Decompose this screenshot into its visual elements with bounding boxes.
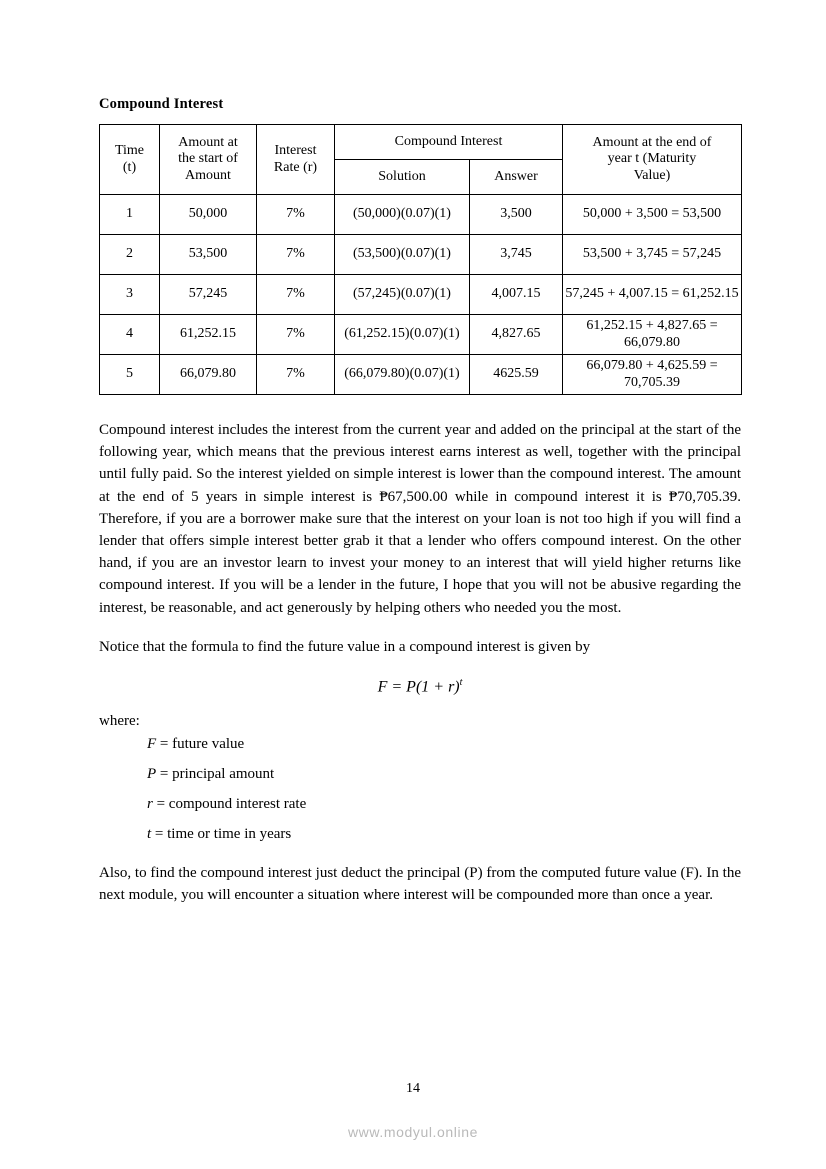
header-rate-line1: Interest [274,142,317,158]
cell-time: 5 [100,355,160,395]
definition-item [147,760,741,790]
definition-text: = principal amount [156,766,275,783]
cell-answer: 4,827.65 [470,315,563,355]
header-time-line1: Time [114,142,145,158]
cell-rate: 7% [257,235,335,275]
header-time [100,125,160,195]
header-rate-line2: Rate (r) [273,159,318,175]
header-compound-interest: Compound Interest [335,125,563,160]
cell-rate: 7% [257,315,335,355]
table-row [100,355,742,395]
page-number: 14 [406,1081,420,1096]
cell-rate: 7% [257,195,335,235]
table-row [100,235,742,275]
future-value-formula [99,675,741,696]
definition-symbol: t [147,825,152,842]
cell-amount-start: 53,500 [160,235,257,275]
header-maturity-line2: year t (Maturity [607,151,697,167]
cell-maturity: 57,245 + 4,007.15 = 61,252.15 [563,275,742,315]
cell-solution: (66,079.80)(0.07)(1) [335,355,470,395]
header-amount-line2: the start of [178,151,238,167]
formula-text: F = P(1 + r) [377,678,460,696]
definition-item [147,730,741,760]
header-maturity-value [563,125,742,195]
definition-text: = future value [156,736,245,753]
table-header [100,125,742,195]
header-answer: Answer [470,160,563,195]
table-row [100,315,742,355]
cell-solution: (50,000)(0.07)(1) [335,195,470,235]
paragraph-formula-intro: Notice that the formula to find the future value in a compound interest is given by [99,638,591,655]
cell-maturity: 50,000 + 3,500 = 53,500 [563,195,742,235]
cell-solution: (61,252.15)(0.07)(1) [335,315,470,355]
header-amount-start: Amount at the start of Amount [160,125,257,195]
header-time-line2: (t) [122,159,137,175]
header-maturity-line1: Amount at the end of [592,134,712,150]
table-body [100,195,742,395]
cell-solution: (53,500)(0.07)(1) [335,235,470,275]
cell-rate: 7% [257,275,335,315]
paragraph-closing: Also, to find the compound interest just deduct the principal (P) from the computed future value (F). In the next module, you will encounter a situation where interest will be compounded more than once a year. [99,865,741,904]
definition-symbol: P [147,766,157,783]
table-row [100,195,742,235]
cell-time: 3 [100,275,160,315]
cell-time: 2 [100,235,160,275]
page-content [99,96,741,907]
table-header-row-1 [100,125,742,160]
section-title: Compound Interest [99,96,224,112]
definition-symbol: F [147,736,157,753]
header-amount-line1: Amount at [178,134,238,150]
cell-maturity: 61,252.15 + 4,827.65 = 66,079.80 [563,315,742,355]
cell-rate: 7% [257,355,335,395]
cell-maturity: 66,079.80 + 4,625.59 = 70,705.39 [563,355,742,395]
cell-answer: 4,007.15 [470,275,563,315]
watermark: www.modyul.online [347,1124,479,1140]
cell-answer: 4625.59 [470,355,563,395]
header-interest-rate [257,125,335,195]
definition-text: = time or time in years [151,825,292,842]
cell-solution: (57,245)(0.07)(1) [335,275,470,315]
header-solution: Solution [335,160,470,195]
cell-amount-start: 61,252.15 [160,315,257,355]
cell-time: 4 [100,315,160,355]
paragraph-compound-interest-explanation: Compound interest includes the interest from the current year and added on the principal at the start of the following year, which means that the previous interest earns interest as well, together with the principal until fully paid. So the interest yielded on simple interest is lower than the compound interest. The amount at the end of 5 years in simple interest is ₱67,500.00 while in compound interest it is ₱70,705.39. Therefore, if you are a borrower make sure that the interest on your loan is not too high if you will find a lender that offers simple interest better grab it that a lender who offers compound interest. On the other hand, if you are an investor learn to invest your money to an interest that will yield higher returns like compound interest. If you will be a lender in the future, I hope that you will not be abusive regarding the interest, be reasonable, and act generously by helping others who needed you the most. [99,422,741,616]
definition-item [147,790,741,820]
cell-amount-start: 66,079.80 [160,355,257,395]
header-maturity-line3: Value) [633,167,671,183]
cell-answer: 3,500 [470,195,563,235]
cell-amount-start: 50,000 [160,195,257,235]
cell-time: 1 [100,195,160,235]
definition-text: = compound interest rate [152,795,307,812]
table-row [100,275,742,315]
definition-item [147,820,741,850]
where-label: where: [99,713,140,730]
cell-maturity: 53,500 + 3,745 = 57,245 [563,235,742,275]
definition-symbol: r [147,795,153,812]
compound-interest-table [99,124,742,395]
cell-amount-start: 57,245 [160,275,257,315]
symbol-definitions [99,730,741,849]
formula-exponent: t [459,676,463,688]
cell-answer: 3,745 [470,235,563,275]
